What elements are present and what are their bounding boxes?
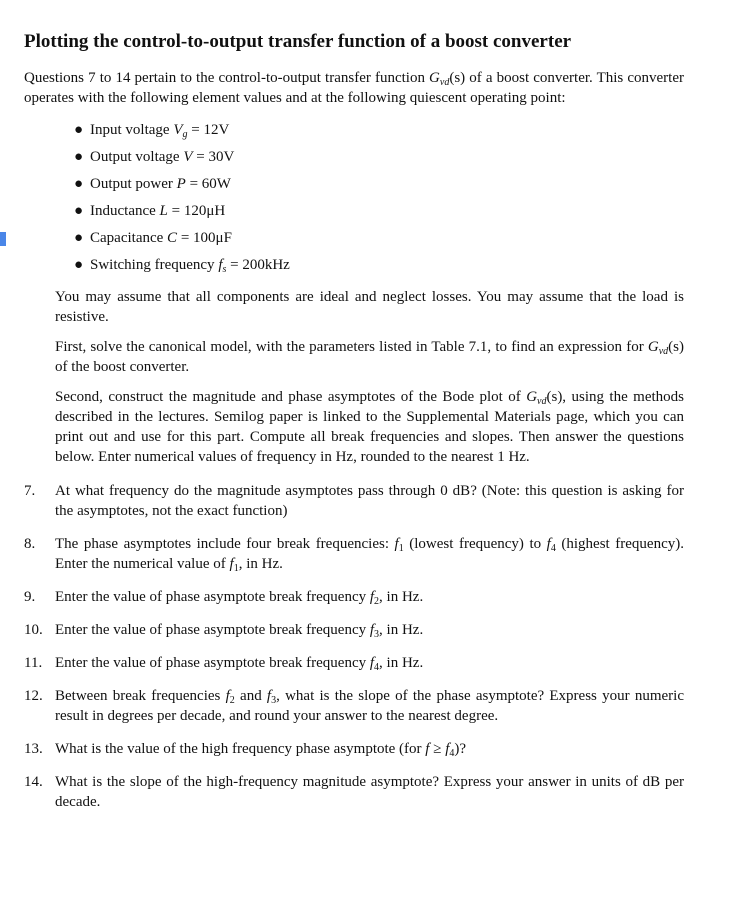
paragraph-text: First, solve the canonical model, with the parameters listed in Table 7.1, to find an expression for [55, 339, 648, 355]
question-fragment: Enter the value of phase asymptote break frequency [55, 655, 370, 671]
question-number: 12. [24, 688, 43, 704]
math-symbol: G [429, 70, 440, 86]
question-number: 10. [24, 622, 43, 638]
math-symbol: f [394, 536, 399, 552]
list-item [74, 120, 684, 140]
math-symbol: V [183, 149, 193, 165]
math-symbol: f [369, 622, 375, 638]
bullet-icon: ● [74, 176, 84, 192]
question-number: 9. [24, 589, 36, 605]
param-value: = 100μF [177, 230, 232, 246]
intro-text: (s) of a boost converter. This converter operates with the following element values and at the following quiescent operating point: [24, 70, 684, 106]
param-value: = 12V [187, 122, 230, 138]
question-fragment: What is the value of the high frequency phase asymptote (for [55, 741, 426, 757]
param-label: Inductance [90, 203, 160, 219]
math-symbol: f [229, 556, 234, 572]
section-title: Plotting the control-to-output transfer function of a boost converter [24, 31, 572, 52]
list-item [74, 174, 684, 194]
question-fragment: Between break frequencies [55, 688, 226, 704]
paragraph-text: (s) of the boost converter. [55, 339, 684, 375]
question-fragment: Enter the value of phase asymptote break frequency [55, 589, 370, 605]
math-subscript: 3 [271, 695, 277, 706]
math-subscript: vd [439, 77, 450, 88]
question-fragment: , what is the slope of the phase asymptote? Express your numeric result in degrees per decade, and round your answer to the nearest degree. [55, 688, 684, 724]
math-symbol: L [159, 203, 168, 219]
param-value: = 60W [185, 176, 231, 192]
question-14 [24, 772, 684, 812]
intro-paragraph [24, 68, 684, 108]
bullet-icon: ● [74, 203, 84, 219]
bullet-icon: ● [74, 257, 84, 273]
math-subscript: 4 [449, 748, 455, 759]
question-fragment: and [234, 688, 267, 704]
assumptions-paragraph: You may assume that all components are ideal and neglect losses. You may assume that the load is resistive. [55, 289, 684, 325]
bullet-icon: ● [74, 122, 84, 138]
bullet-icon: ● [74, 230, 84, 246]
question-12 [24, 686, 684, 726]
param-label: Switching frequency [90, 257, 219, 273]
question-7 [24, 481, 684, 521]
math-symbol: f [546, 536, 551, 552]
question-fragment: (highest frequency). Enter the numerical value of [55, 536, 684, 572]
question-fragment: , in Hz. [379, 655, 424, 671]
question-text [55, 620, 684, 640]
math-symbol: f [445, 741, 450, 757]
math-operator: ≥ [429, 741, 446, 757]
question-text [55, 534, 684, 574]
param-label: Input voltage [90, 122, 174, 138]
list-item [74, 147, 684, 167]
question-fragment: Enter the value of phase asymptote break frequency [55, 622, 370, 638]
question-number: 11. [24, 655, 43, 671]
second-step-paragraph [55, 387, 684, 467]
question-11 [24, 653, 684, 673]
math-subscript: 1 [398, 543, 404, 554]
math-subscript: vd [658, 346, 669, 357]
margin-marker [0, 232, 6, 246]
question-9 [24, 587, 684, 607]
math-symbol: f [369, 589, 375, 605]
param-value: = 200kHz [226, 257, 290, 273]
question-list [24, 481, 684, 812]
param-label: Capacitance [90, 230, 168, 246]
math-subscript: 1 [233, 563, 239, 574]
question-text: At what frequency do the magnitude asymptotes pass through 0 dB? (Note: this question is asking for the asymptotes, not the exact function) [55, 483, 684, 519]
math-subscript: 4 [550, 543, 556, 554]
question-10 [24, 620, 684, 640]
first-step-paragraph [55, 337, 684, 377]
question-number: 14. [24, 774, 43, 790]
math-subscript: 3 [374, 629, 380, 640]
document-page [24, 30, 684, 825]
question-fragment: , in Hz. [379, 589, 424, 605]
question-number: 8. [24, 536, 36, 552]
question-text [55, 739, 684, 759]
question-text [55, 653, 684, 673]
param-value: = 30V [192, 149, 235, 165]
question-8 [24, 534, 684, 574]
param-label: Output voltage [90, 149, 184, 165]
math-subscript: 4 [374, 662, 380, 673]
paragraph-text: (s), using the methods described in the lectures. Semilog paper is linked to the Supplemental Materials page, which you can print out and use for this part. Compute all break frequencies and slopes. Then answer the questions below. Enter numerical values of frequency in Hz, rounded to the nearest 1 Hz. [55, 389, 684, 465]
param-value: = 120μH [167, 203, 226, 219]
list-item [74, 228, 684, 248]
question-fragment: , in Hz. [379, 622, 424, 638]
math-symbol: f [225, 688, 230, 704]
math-subscript: s [222, 264, 227, 275]
question-fragment: , in Hz. [238, 556, 283, 572]
parameter-list [74, 120, 684, 275]
math-symbol: f [425, 741, 430, 757]
math-symbol: G [526, 389, 538, 405]
bullet-icon: ● [74, 149, 84, 165]
question-fragment: The phase asymptotes include four break frequencies: [55, 536, 395, 552]
math-symbol: f [369, 655, 375, 671]
question-text [55, 587, 684, 607]
math-subscript: 2 [229, 695, 235, 706]
math-symbol: f [218, 257, 223, 273]
math-subscript: 2 [374, 596, 380, 607]
math-symbol: C [167, 230, 178, 246]
question-number: 7. [24, 483, 36, 499]
list-item [74, 201, 684, 221]
question-fragment: )? [454, 741, 467, 757]
math-symbol: G [647, 339, 659, 355]
question-fragment: (lowest frequency) to [403, 536, 547, 552]
question-text [55, 686, 684, 726]
list-item [74, 255, 684, 275]
math-subscript: g [182, 129, 188, 140]
question-13 [24, 739, 684, 759]
math-subscript: vd [537, 396, 547, 407]
param-label: Output power [90, 176, 177, 192]
math-symbol: V [173, 122, 183, 138]
math-symbol: f [266, 688, 272, 704]
question-text: What is the slope of the high-frequency magnitude asymptote? Express your answer in units of dB per decade. [55, 774, 684, 810]
question-number: 13. [24, 741, 43, 757]
intro-text: Questions 7 to 14 pertain to the control-to-output transfer function [24, 70, 430, 86]
math-symbol: P [176, 176, 186, 192]
paragraph-text: Second, construct the magnitude and phase asymptotes of the Bode plot of [55, 389, 527, 405]
